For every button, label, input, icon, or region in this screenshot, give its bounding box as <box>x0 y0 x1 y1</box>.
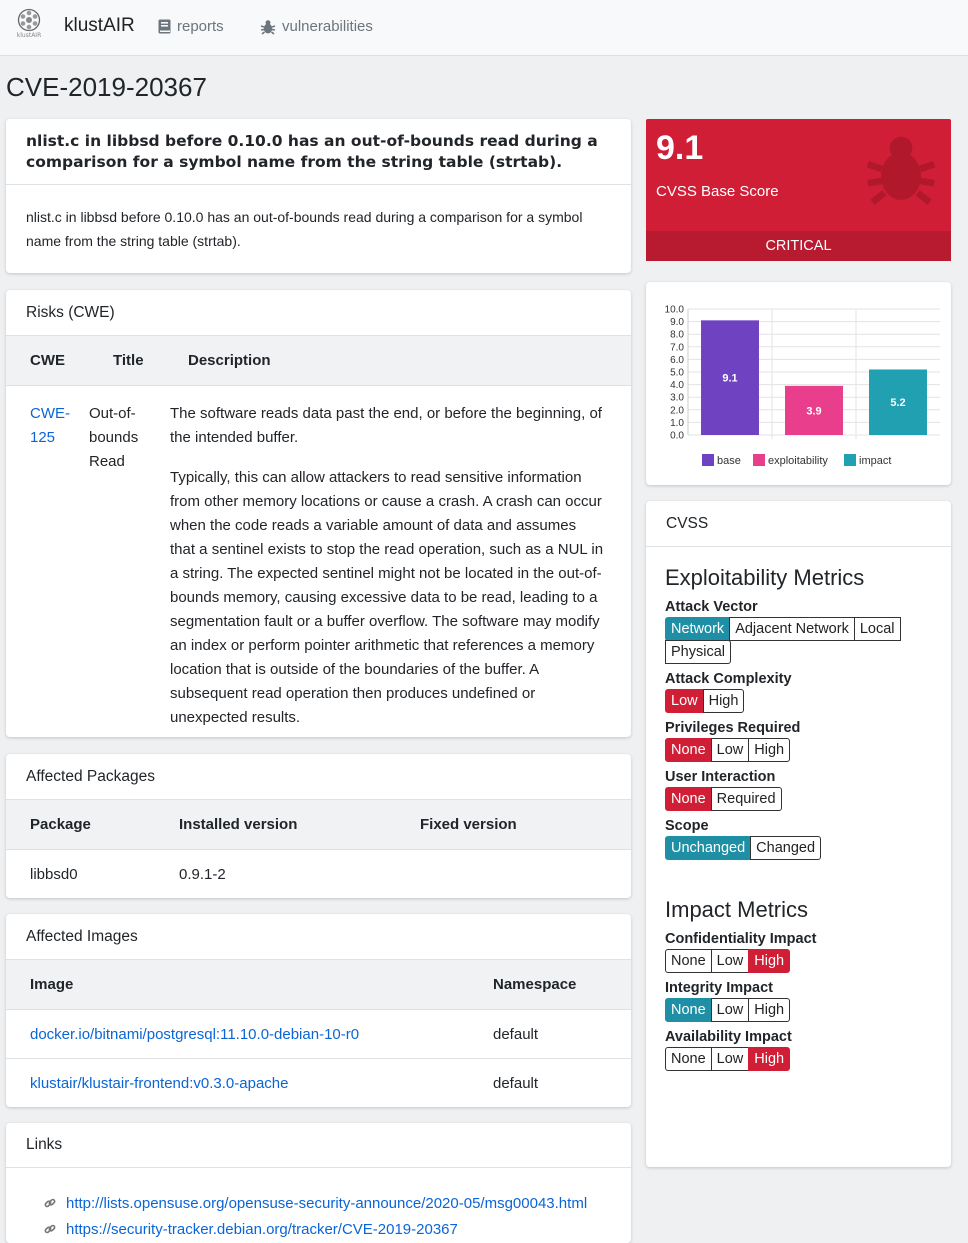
y-tick-label: 5.0 <box>670 367 684 379</box>
page-title: CVE-2019-20367 <box>6 72 207 102</box>
packages-table <box>6 799 631 899</box>
metric-option[interactable]: High <box>748 738 790 762</box>
legend-swatch <box>753 454 765 466</box>
metrics-panel <box>646 547 951 1088</box>
table-row <box>6 1010 631 1059</box>
y-tick-label: 8.0 <box>670 329 684 341</box>
cvss-bar-chart <box>646 282 951 485</box>
namespace-cell: default <box>469 1059 631 1108</box>
score-label: CVSS Base Score <box>656 183 779 200</box>
y-tick-label: 6.0 <box>670 354 684 366</box>
risks-card <box>6 290 631 737</box>
score-card <box>646 119 951 261</box>
metric-option[interactable]: Low <box>711 949 750 973</box>
image-cell <box>6 1010 469 1059</box>
y-tick-label: 9.0 <box>670 317 684 329</box>
summary-card <box>6 119 631 273</box>
cvss-heading: CVSS <box>646 501 951 547</box>
bar-value-label: 3.9 <box>806 405 822 418</box>
cwe-cell <box>6 386 89 747</box>
exploitability-metrics <box>665 599 932 859</box>
brand[interactable] <box>64 15 135 37</box>
fixed-version <box>396 850 631 899</box>
table-row <box>6 850 631 899</box>
links-heading: Links <box>6 1123 631 1168</box>
exploitability-heading: Exploitability Metrics <box>665 565 865 590</box>
image-cell <box>6 1059 469 1108</box>
brand-prefix: klust <box>64 15 104 36</box>
risks-table <box>6 335 631 746</box>
y-tick-label: 7.0 <box>670 342 684 354</box>
y-tick-label: 4.0 <box>670 380 684 392</box>
legend-label: impact <box>859 455 892 467</box>
col-image: Image <box>6 960 469 1010</box>
cwe-title: Out-of-bounds Read <box>89 386 164 747</box>
metric-label: Privileges Required <box>665 720 801 736</box>
packages-heading: Affected Packages <box>26 767 155 785</box>
score-value: 9.1 <box>656 129 704 167</box>
images-table <box>6 959 631 1108</box>
metric-option[interactable]: High <box>748 1047 790 1071</box>
metric-option[interactable]: None <box>665 1047 712 1071</box>
bar-value-label: 5.2 <box>890 397 906 410</box>
y-tick-label: 3.0 <box>670 392 684 404</box>
metric-option[interactable]: None <box>665 787 712 811</box>
images-heading: Affected Images <box>26 927 138 945</box>
metric-option[interactable]: Physical <box>665 640 731 664</box>
cwe-description <box>164 386 631 747</box>
logo-text: klustAIR <box>16 32 42 39</box>
image-link[interactable]: klustair/klustair-frontend:v0.3.0-apache <box>30 1074 289 1092</box>
list-item <box>44 1190 631 1216</box>
y-tick-label: 0.0 <box>670 430 684 442</box>
metric-option-group <box>665 738 925 761</box>
metric-option-group <box>665 787 925 810</box>
metric-option[interactable]: Adjacent Network <box>729 617 855 641</box>
col-namespace: Namespace <box>469 960 631 1010</box>
nav-vulnerabilities[interactable] <box>260 18 373 35</box>
table-row <box>6 1059 631 1108</box>
legend-swatch <box>844 454 856 466</box>
impact-heading: Impact Metrics <box>665 897 809 922</box>
metric-option-group <box>665 836 925 859</box>
metric-option[interactable]: Unchanged <box>665 836 751 860</box>
installed-version: 0.9.1-2 <box>155 850 396 899</box>
metric-option[interactable]: High <box>748 949 790 973</box>
legend-label: base <box>717 455 741 467</box>
logo-icon <box>17 8 41 32</box>
summary-title: nlist.c in libbsd before 0.10.0 has an out-of-bounds read during a comparison for a symbol name from the string table (strtab). <box>6 119 631 185</box>
metric-option[interactable]: Low <box>711 998 750 1022</box>
cvss-card <box>646 501 951 1167</box>
package-name: libbsd0 <box>6 850 155 899</box>
nav-vulnerabilities-label: vulnerabilities <box>282 18 373 35</box>
col-installed: Installed version <box>155 800 396 850</box>
metric-option[interactable]: High <box>748 998 790 1022</box>
metric-option[interactable]: None <box>665 738 712 762</box>
namespace-cell: default <box>469 1010 631 1059</box>
metric-label: Confidentiality Impact <box>665 931 817 947</box>
link-icon <box>44 1223 56 1235</box>
metric-option[interactable]: None <box>665 998 712 1022</box>
brand-suffix: AIR <box>103 15 135 36</box>
metric-option[interactable]: Low <box>711 1047 750 1071</box>
images-card <box>6 914 631 1107</box>
metric-option-group <box>665 1047 925 1070</box>
legend-swatch <box>702 454 714 466</box>
metric-option-group <box>665 949 925 972</box>
bug-icon <box>863 131 939 207</box>
chart-card <box>646 282 951 485</box>
image-link[interactable]: docker.io/bitnami/postgresql:11.10.0-debian-10-r0 <box>30 1025 360 1043</box>
metric-label: Availability Impact <box>665 1029 792 1045</box>
severity-label: CRITICAL <box>646 231 951 261</box>
metric-option-group <box>665 617 925 663</box>
metric-label: User Interaction <box>665 769 776 785</box>
cwe-description-long: Typically, this can allow attackers to read sensitive information from other memory locations or cause a crash. A crash can occur when the code reads a variable amount of data and assumes that a sentinel exists to stop the read operation, such as a NUL in a string. The expected sentinel might not be located in the out-of-bounds memory, causing excessive data to be read, leading to a segmentation fault or a buffer overflow. The software may modify an index or perform pointer arithmetic that references a memory location that is outside of the boundaries of the buffer. A subsequent read operation then produces undefined or unexpected results. <box>170 469 604 726</box>
link-icon <box>44 1197 56 1209</box>
metric-option[interactable]: High <box>703 689 745 713</box>
list-item <box>44 1216 631 1242</box>
y-tick-label: 10.0 <box>664 304 684 316</box>
nav-reports[interactable] <box>158 18 224 35</box>
metric-option[interactable]: None <box>665 949 712 973</box>
cwe-link[interactable]: CWE-125 <box>30 405 70 446</box>
book-icon <box>158 19 171 34</box>
metric-option[interactable]: Low <box>665 689 704 713</box>
links-list <box>6 1168 631 1242</box>
metric-option[interactable]: Low <box>711 738 750 762</box>
y-tick-label: 1.0 <box>670 417 684 429</box>
col-fixed: Fixed version <box>396 800 631 850</box>
metric-label: Attack Vector <box>665 599 758 615</box>
risks-heading: Risks (CWE) <box>26 303 115 321</box>
col-title: Title <box>89 336 164 386</box>
cwe-description-short: The software reads data past the end, or before the beginning, of the intended buffer. <box>170 405 602 446</box>
links-card <box>6 1123 631 1243</box>
metric-option-group <box>665 998 925 1021</box>
metric-option[interactable]: Network <box>665 617 730 641</box>
packages-card <box>6 754 631 898</box>
col-description: Description <box>164 336 631 386</box>
navbar <box>0 0 968 56</box>
metric-option-group <box>665 689 925 712</box>
legend-label: exploitability <box>768 455 828 467</box>
col-package: Package <box>6 800 155 850</box>
nav-reports-label: reports <box>177 18 224 35</box>
table-row <box>6 386 631 747</box>
summary-description: nlist.c in libbsd before 0.10.0 has an out-of-bounds read during a comparison for a symbol name from the string table (strtab). <box>26 209 583 249</box>
metric-option[interactable]: Required <box>711 787 782 811</box>
bug-icon <box>260 19 276 35</box>
external-link[interactable]: https://security-tracker.debian.org/tracker/CVE-2019-20367 <box>66 1220 458 1238</box>
external-link[interactable]: http://lists.opensuse.org/opensuse-security-announce/2020-05/msg00043.html <box>66 1194 588 1212</box>
logo[interactable] <box>14 8 44 40</box>
metric-label: Attack Complexity <box>665 671 792 687</box>
col-cwe: CWE <box>6 336 89 386</box>
metric-label: Integrity Impact <box>665 980 773 996</box>
metric-option[interactable]: Local <box>854 617 901 641</box>
y-tick-label: 2.0 <box>670 405 684 417</box>
bar-value-label: 9.1 <box>722 372 738 385</box>
metric-label: Scope <box>665 818 709 834</box>
impact-metrics <box>665 931 932 1070</box>
metric-option[interactable]: Changed <box>750 836 821 860</box>
